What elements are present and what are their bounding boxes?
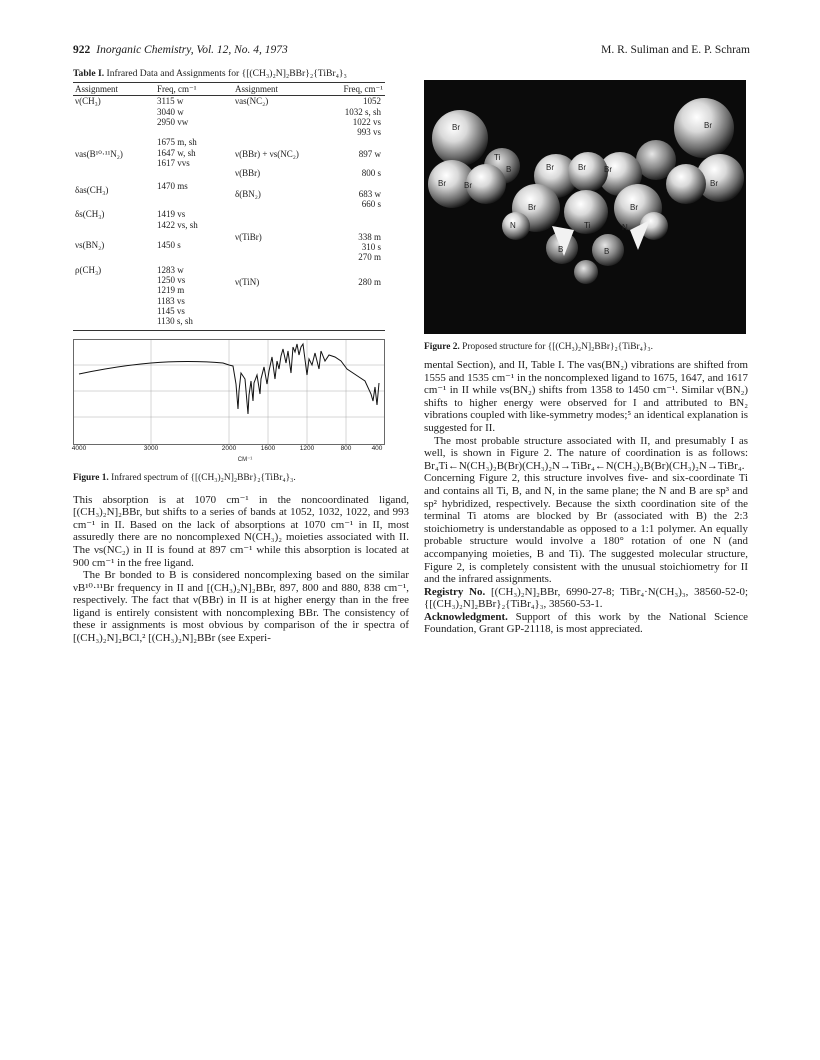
plot-grid	[74, 340, 384, 444]
freq-cell: 683 w 660 s	[358, 188, 381, 209]
freq-cell	[155, 168, 233, 178]
freq-cell: 1283 w 1250 vs 1219 m 1183 vs 1145 vs 1130 s, sh	[155, 263, 233, 330]
tick-label: 4000	[71, 444, 87, 452]
acknowledgment	[424, 611, 748, 636]
figure1-label: Figure 1.	[73, 472, 109, 483]
left-body-text	[73, 494, 409, 645]
atom-label: B	[604, 247, 610, 256]
freq-cell: 3115 w 3040 w 2950 vw	[157, 96, 189, 127]
running-head-left	[73, 44, 288, 56]
freq-cell: 897 w	[358, 149, 381, 160]
tick-label: 1200	[299, 444, 315, 452]
atom-label: N	[510, 221, 516, 230]
molecular-model-photo	[424, 80, 746, 334]
assignment-cell: ν(BBr) + νs(NC₂)	[235, 149, 299, 160]
table-row	[73, 179, 385, 210]
spectrum-unit-label: CM⁻¹	[237, 456, 253, 463]
atom-label: B	[506, 165, 512, 174]
col-header: Freq, cm⁻¹	[333, 83, 385, 96]
atom-label: B	[558, 245, 564, 254]
journal-citation: Inorganic Chemistry, Vol. 12, No. 4, 1973	[96, 44, 288, 56]
col-header: Assignment	[73, 83, 155, 96]
spectrum-tick-labels	[73, 445, 385, 456]
assignment-cell: δs(CH₃)	[75, 209, 105, 220]
atom-label: Br	[578, 163, 586, 172]
running-head	[73, 44, 750, 60]
registry-numbers	[424, 586, 748, 611]
assignment-cell: δ(BN₂)	[235, 188, 261, 199]
table-row	[73, 230, 385, 263]
table-row	[73, 209, 385, 230]
atom-label: N	[622, 223, 628, 232]
atom-label: Br	[630, 203, 638, 212]
atom-label: Ti	[494, 153, 501, 162]
atom-label: Br	[528, 203, 536, 212]
paragraph: mental Section), and II, Table I. The νas(BN₂) vibrations are shifted from 1555 and 1535 cm⁻¹ in the noncomplexed ligand to 1675, 1647, and 1617 cm⁻¹ in II while νs(BN₂) shifts from 1358 to 1450 cm⁻¹. Similar ν(BN₂) shifts to higher energy were observed for I and attributed to BN₂ vibrations coupled with like-symmetry modes;⁵ an identical explanation is suggested for II.	[424, 359, 748, 434]
table-header-row	[73, 83, 385, 96]
freq-cell: 1675 m, sh 1647 w, sh 1617 vvs	[157, 137, 197, 169]
acknowledgment-text: Support of this work by the National Science Foundation, Grant GP-21118, is most appreciated.	[424, 610, 748, 636]
paragraph: This absorption is at 1070 cm⁻¹ in the noncoordinated ligand, [(CH₃)₂N]₂BBr, but shifts to a series of bands at 1052, 1032, 1022, and 993 cm⁻¹ in II. Based on the lack of absorptions at 1070 cm⁻¹ in II, most assuredly there are no noncomplexed N(CH₃)₂ moieties associated with II. The νs(NC₂) in II is found at 897 cm⁻¹ while this absorption is located at 900 cm⁻¹ in the free ligand.	[73, 493, 409, 569]
atom-label: Br	[604, 165, 612, 174]
table-title: Infrared Data and Assignments for {[(CH₃)₂N]₂BBr}₂{TiBr₄}₃	[106, 68, 347, 79]
table-row	[73, 168, 385, 178]
ir-table	[73, 82, 385, 331]
assignment-cell: ν(TiN)	[233, 263, 333, 330]
assignment-cell: δas(CH₃)	[75, 184, 109, 195]
freq-cell: 338 m 310 s 270 m	[358, 231, 381, 263]
tick-label: 3000	[143, 444, 159, 452]
atom-label: Ti	[584, 221, 591, 230]
assignment-cell: ν(TiBr)	[235, 231, 262, 242]
assignment-cell: ν(BBr)	[235, 168, 261, 179]
figure1-text: Infrared spectrum of {[(CH₃)₂N]₂BBr}₂{TiBr₄}₃.	[111, 472, 296, 483]
assignment-cell: νas(NC₂)	[235, 96, 269, 107]
atom-label: Br	[464, 181, 472, 190]
tick-label: 400	[371, 444, 383, 452]
molecular-model-image	[424, 80, 746, 334]
atom-label: Br	[704, 121, 712, 130]
paragraph: The Br bonded to B is considered noncomplexing based on the similar νB¹⁰·¹¹Br frequency in II and [(CH₃)₂N]₂BBr, 897, 800 and 880, 838 cm⁻¹, respectively. The fact that ν(BBr) in II is at higher energy than in the free ligand is entirely consistent with noncomplexing BBr. The consistency of these ir assignments is most obvious by comparison of the ir spectra of [(CH₃)₂N]₂BCl,² [(CH₃)₂N]₂BBr (see Experi-	[73, 569, 409, 645]
tick-label: 1600	[260, 444, 276, 452]
atom-label: Br	[710, 179, 718, 188]
acknowledgment-label: Acknowledgment.	[424, 610, 508, 623]
tick-label: 2000	[221, 444, 237, 452]
atom-label: Br	[438, 179, 446, 188]
freq-cell	[333, 209, 385, 230]
figure1-caption	[73, 473, 409, 484]
authors: M. R. Suliman and E. P. Schram	[601, 44, 750, 56]
left-column	[73, 68, 409, 645]
freq-cell: 1470 ms	[157, 180, 188, 191]
freq-cell: 1450 s	[157, 239, 181, 250]
figure2-label: Figure 2.	[424, 342, 460, 352]
table-row	[73, 137, 385, 168]
assignment-cell: ν(CH₃)	[75, 96, 101, 107]
assignment-cell: ρ(CH₃)	[73, 263, 155, 330]
figure2-text: Proposed structure for {[(CH₃)₂N]₂BBr}₂{TiBr₄}₃.	[462, 342, 654, 352]
figure2-caption	[424, 342, 748, 353]
spectrum-plot	[73, 339, 385, 445]
col-header: Freq, cm⁻¹	[155, 83, 233, 96]
atom-label: Br	[546, 163, 554, 172]
freq-cell: 1419 vs 1422 vs, sh	[157, 209, 198, 230]
assignment-cell	[73, 168, 155, 178]
freq-cell: 800 s	[361, 168, 381, 179]
ir-spectrum	[73, 339, 385, 445]
right-body-text	[424, 359, 748, 636]
registry-text: [(CH₃)₂N]₂BBr, 6990-27-8; TiBr₄·N(CH₃)₃, 38560-52-0; {[(CH₃)₂N]₂BBr}₂{TiBr₄}₃, 38560-53-1.	[424, 585, 748, 611]
col-header: Assignment	[233, 83, 333, 96]
tick-label: 800	[340, 444, 352, 452]
registry-label: Registry No.	[424, 585, 486, 598]
table-row	[73, 96, 385, 138]
right-column	[424, 80, 748, 636]
assignment-cell: νas(B¹⁰·¹¹N₂)	[75, 149, 123, 160]
assignment-cell	[233, 209, 333, 230]
table-label: Table I.	[73, 68, 105, 79]
atom-label: Br	[452, 123, 460, 132]
freq-cell: 1052 1032 s, sh 1022 vs 993 vs	[344, 96, 381, 138]
table-caption	[73, 68, 409, 79]
page-number: 922	[73, 44, 91, 56]
paragraph: The most probable structure associated with II, and presumably I as well, is shown in Figure 2. The nature of coordination is as follows: Br₄Ti←N(CH₃)₂B(Br)(CH₃)₂N→TiBr₄←N(CH₃)₂B(Br)(CH₃)₂N→TiBr₄. Concerning Figure 2, this structure involves five- and six-coordinate Ti and contains all Ti, B, and N, in the same plane; the N and B are sp³ and sp² hybridized, respectively. Because the sixth coordination site of the terminal Ti atoms are blocked by Br (associated with B) the 2:3 stoichiometry is understandable as opposed to a 1:1 polymer. An equally probable structure would involve a 180° rotation of one N (and accompanying moieties, B and Ti). The suggested molecular structure, Figure 2, is completely consistent with the unusual stoichiometry for II and the infrared assignments.	[424, 434, 748, 586]
freq-cell: 280 m	[333, 263, 385, 330]
assignment-cell: νs(BN₂)	[75, 239, 105, 250]
table-row	[73, 263, 385, 330]
